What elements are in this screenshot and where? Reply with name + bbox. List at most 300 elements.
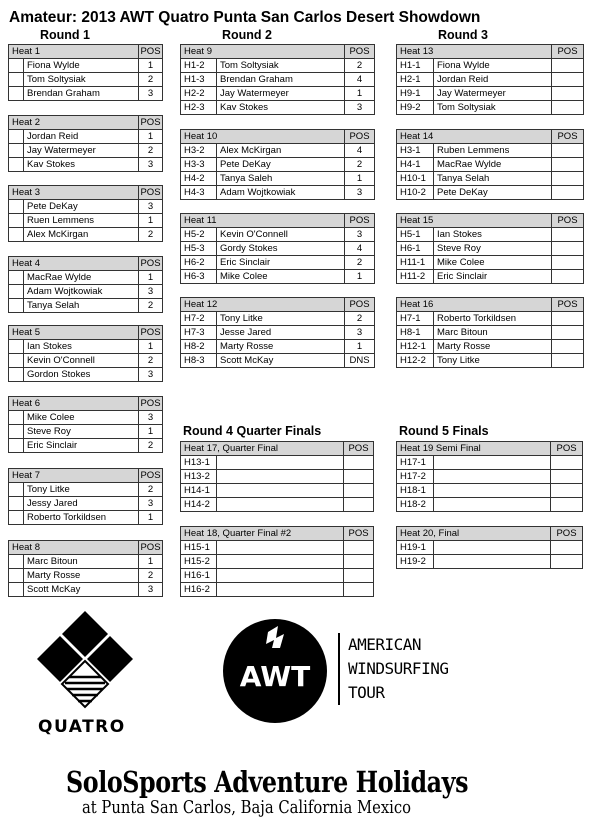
rider-name: Marty Rosse [217,340,345,354]
position: 1 [139,214,163,228]
pos-header: POS [552,45,584,59]
rider-name [217,498,344,512]
heat-header-row [9,45,163,59]
position [344,583,374,597]
heat-code [9,158,24,172]
heat-name: Heat 8 [9,541,139,555]
table-row [397,242,584,256]
heat-table [396,44,584,115]
table-row [9,497,163,511]
pos-header: POS [551,442,583,456]
rider-name: Ian Stokes [434,228,552,242]
heat-code: H15-2 [181,555,217,569]
heat-table [396,129,584,200]
position: 1 [345,270,375,284]
table-row [181,312,375,326]
rider-name: Steve Roy [24,425,139,439]
heat-name: Heat 20, Final [397,527,551,541]
rider-name [217,484,344,498]
pos-header: POS [140,397,161,409]
rider-name: Tony Litke [217,312,345,326]
heat-code [9,583,24,597]
heat-code [9,144,24,158]
heat-table [396,297,584,368]
table-row [397,326,584,340]
heat-table [8,468,163,525]
table-row [397,256,584,270]
heat-table [396,441,583,512]
table-row [397,555,583,569]
position: 1 [139,425,163,439]
rider-name: Eric Sinclair [217,256,345,270]
table-row [9,285,163,299]
table-row [397,158,584,172]
rider-name: MacRae Wylde [434,158,552,172]
rider-name: Tony Litke [434,354,552,368]
rider-name: Alex McKirgan [24,228,139,242]
rider-name: Gordon Stokes [24,368,139,382]
position: 3 [345,326,375,340]
heat-code [9,425,24,439]
heat-code: H11-2 [397,270,434,284]
table-row [397,73,584,87]
table-row [9,271,163,285]
position [552,256,584,270]
position [552,144,584,158]
position: 3 [139,285,163,299]
table-row [181,144,375,158]
rider-name: Adam Wojtkowiak [24,285,139,299]
table-row [181,583,374,597]
heat-name: Heat 4 [9,257,139,271]
rider-name: Gordy Stokes [217,242,345,256]
position: 2 [345,312,375,326]
rider-name: Marc Bitoun [434,326,552,340]
heat-name: Heat 7 [9,469,139,483]
page-title: Amateur: 2013 AWT Quatro Punta San Carlos Desert Showdown [9,9,481,26]
heat-code: H5-3 [181,242,217,256]
rider-name: Kav Stokes [24,158,139,172]
round-3-label: Round 3 [438,28,488,42]
position: 1 [139,130,163,144]
rider-name: Roberto Torkildsen [434,312,552,326]
rider-name: Tanya Selah [24,299,139,313]
rider-name: Kav Stokes [217,101,345,115]
rider-name: Ruben Lemmens [434,144,552,158]
table-row [397,456,583,470]
pos-header: POS [552,298,584,312]
awt-logo-icon [222,618,328,724]
heat-table [8,185,163,242]
position: 1 [139,59,163,73]
table-row [181,484,374,498]
rider-name: Tom Soltysiak [217,59,345,73]
table-row [397,172,584,186]
heat-code [9,59,24,73]
position [552,186,584,200]
heat-code: H1-2 [181,59,217,73]
heat-code [9,411,24,425]
position: 2 [345,158,375,172]
heat-header-row [181,214,375,228]
position [552,228,584,242]
solosports-subtitle: at Punta San Carlos, Baja California Mexico [82,797,412,818]
pos-header: POS [140,541,161,553]
round-1-label: Round 1 [40,28,90,42]
table-row [181,172,375,186]
heat-table [8,115,163,172]
table-row [181,87,375,101]
heat-code [9,497,24,511]
heat-name: Heat 16 [397,298,552,312]
table-row [9,299,163,313]
awt-line-2: WINDSURFING [348,659,449,678]
pos-header: POS [140,469,161,481]
pos-header: POS [344,527,374,541]
heat-code: H16-2 [181,583,217,597]
heat-name: Heat 17, Quarter Final [181,442,344,456]
position: 3 [139,583,163,597]
heat-header-row [397,45,584,59]
position: 3 [139,158,163,172]
heat-header-row [397,442,583,456]
heat-code [9,439,24,453]
table-row [397,340,584,354]
position [552,270,584,284]
position: DNS [345,354,375,368]
table-row [9,59,163,73]
position [551,541,583,555]
position [551,498,583,512]
round-2-label: Round 2 [222,28,272,42]
position: 3 [345,186,375,200]
rider-name: Mike Colee [217,270,345,284]
quatro-wordmark: QUATRO [38,717,126,737]
rider-name: Roberto Torkildsen [24,511,139,525]
heat-table [180,213,375,284]
rider-name: Ian Stokes [24,340,139,354]
position: 3 [139,411,163,425]
heat-code [9,340,24,354]
table-row [397,484,583,498]
heat-code: H7-2 [181,312,217,326]
position: 3 [139,497,163,511]
rider-name: Scott McKay [217,354,345,368]
position: 2 [139,483,163,497]
heat-header-row [9,397,163,411]
heat-code: H3-1 [397,144,434,158]
rider-name: Mike Colee [434,256,552,270]
heat-header-row [397,298,584,312]
heat-code: H2-1 [397,73,434,87]
heat-code [9,569,24,583]
position [344,484,374,498]
table-row [9,200,163,214]
heat-code: H14-1 [181,484,217,498]
heat-code: H2-2 [181,87,217,101]
rider-name: MacRae Wylde [24,271,139,285]
round-5-label: Round 5 Finals [399,424,489,438]
pos-header: POS [552,130,584,144]
pos-header: POS [345,45,375,59]
heat-table [180,129,375,200]
position [551,470,583,484]
table-row [181,158,375,172]
heat-name: Heat 15 [397,214,552,228]
pos-header: POS [345,130,375,144]
position: 4 [345,242,375,256]
position [551,484,583,498]
table-row [397,228,584,242]
heat-code: H13-2 [181,470,217,484]
heat-code: H7-1 [397,312,434,326]
heat-header-row [397,214,584,228]
table-row [9,483,163,497]
heat-code [9,285,24,299]
heat-name: Heat 12 [181,298,345,312]
heat-code: H17-1 [397,456,434,470]
rider-name: Jay Watermeyer [434,87,552,101]
position [551,456,583,470]
rider-name [434,470,551,484]
table-row [9,439,163,453]
heat-code: H14-2 [181,498,217,512]
heat-header-row [181,442,374,456]
table-row [9,214,163,228]
rider-name: Tom Soltysiak [434,101,552,115]
rider-name [217,470,344,484]
pos-header: POS [344,442,374,456]
rider-name: Pete DeKay [217,158,345,172]
table-row [181,228,375,242]
heat-code [9,483,24,497]
rider-name: Tanya Selah [434,172,552,186]
heat-code: H4-3 [181,186,217,200]
heat-table [8,396,163,453]
position: 2 [139,354,163,368]
position: 2 [139,439,163,453]
rider-name [434,541,551,555]
table-row [181,456,374,470]
heat-header-row [181,527,374,541]
heat-table [396,526,583,569]
heat-code: H9-2 [397,101,434,115]
heat-code: H12-2 [397,354,434,368]
table-row [397,541,583,555]
heat-code: H3-3 [181,158,217,172]
table-row [9,144,163,158]
table-row [181,73,375,87]
rider-name: Fiona Wylde [434,59,552,73]
heat-table [180,297,375,368]
table-row [397,470,583,484]
heat-code: H5-1 [397,228,434,242]
position [552,59,584,73]
table-row [397,270,584,284]
table-row [9,511,163,525]
awt-mark-text: AWT [239,660,311,693]
position: 1 [139,271,163,285]
rider-name [434,484,551,498]
rider-name: Steve Roy [434,242,552,256]
heat-name: Heat 9 [181,45,345,59]
rider-name: Jordan Reid [434,73,552,87]
pos-header: POS [551,527,583,541]
heat-name: Heat 6 [9,397,139,411]
table-row [9,228,163,242]
heat-code: H18-1 [397,484,434,498]
heat-code: H17-2 [397,470,434,484]
heat-table [180,526,374,597]
heat-table [8,256,163,313]
pos-header: POS [140,257,161,269]
position: 3 [139,368,163,382]
heat-code: H1-3 [181,73,217,87]
rider-name: Jesse Jared [217,326,345,340]
heat-code: H13-1 [181,456,217,470]
heat-code: H4-2 [181,172,217,186]
position: 1 [139,511,163,525]
rider-name [217,456,344,470]
position: 2 [345,256,375,270]
heat-name: Heat 5 [9,326,139,340]
pos-header: POS [345,214,375,228]
table-row [397,144,584,158]
position [552,354,584,368]
table-row [181,498,374,512]
heat-name: Heat 19 Semi Final [397,442,551,456]
heat-code: H11-1 [397,256,434,270]
position: 2 [345,59,375,73]
position: 3 [139,87,163,101]
position: 2 [139,569,163,583]
position [552,326,584,340]
heat-header-row [181,298,375,312]
heat-name: Heat 2 [9,116,139,130]
rider-name: Brendan Graham [24,87,139,101]
table-row [181,541,374,555]
position: 3 [139,200,163,214]
heat-code: H1-1 [397,59,434,73]
solosports-title: SoloSports Adventure Holidays [66,765,469,799]
rider-name: Kevin O'Connell [24,354,139,368]
rider-name: Ruen Lemmens [24,214,139,228]
heat-header-row [9,541,163,555]
position: 2 [139,144,163,158]
heat-code: H19-1 [397,541,434,555]
table-row [181,256,375,270]
heat-name: Heat 18, Quarter Final #2 [181,527,344,541]
table-row [9,555,163,569]
heat-code [9,511,24,525]
table-row [397,312,584,326]
heat-table [8,44,163,101]
awt-text [348,633,448,705]
heat-code: H8-1 [397,326,434,340]
heat-code [9,228,24,242]
heat-header-row [9,186,163,200]
table-row [397,498,583,512]
position [552,158,584,172]
heat-code: H6-2 [181,256,217,270]
position [551,555,583,569]
heat-table [180,441,374,512]
table-row [9,368,163,382]
table-row [181,326,375,340]
table-row [181,340,375,354]
rider-name: Eric Sinclair [24,439,139,453]
heat-table [396,213,584,284]
heat-code [9,555,24,569]
table-row [9,87,163,101]
position: 1 [139,555,163,569]
heat-name: Heat 13 [397,45,552,59]
rider-name [434,498,551,512]
rider-name: Brendan Graham [217,73,345,87]
position [344,555,374,569]
heat-code: H3-2 [181,144,217,158]
position: 1 [345,172,375,186]
heat-code: H16-1 [181,569,217,583]
position [552,172,584,186]
rider-name: Marty Rosse [434,340,552,354]
rider-name: Jordan Reid [24,130,139,144]
heat-header-row [9,257,163,271]
rider-name [217,541,344,555]
heat-code: H8-2 [181,340,217,354]
rider-name: Tom Soltysiak [24,73,139,87]
position: 2 [139,228,163,242]
table-row [181,270,375,284]
position [344,456,374,470]
heat-header-row [9,469,163,483]
quatro-logo-icon [37,607,133,717]
heat-name: Heat 1 [9,45,139,59]
heat-code: H18-2 [397,498,434,512]
heat-table [8,540,163,597]
heat-code: H15-1 [181,541,217,555]
rider-name: Kevin O'Connell [217,228,345,242]
position [344,541,374,555]
pos-header: POS [140,186,161,198]
table-row [9,569,163,583]
table-row [9,158,163,172]
position [552,242,584,256]
rider-name: Eric Sinclair [434,270,552,284]
heat-code: H2-3 [181,101,217,115]
rider-name: Tanya Saleh [217,172,345,186]
table-row [397,186,584,200]
heat-code [9,354,24,368]
position: 1 [139,340,163,354]
table-row [9,425,163,439]
heat-code: H6-3 [181,270,217,284]
rider-name: Marc Bitoun [24,555,139,569]
position [552,87,584,101]
heat-name: Heat 10 [181,130,345,144]
awt-line-1: AMERICAN [348,635,422,654]
heat-code: H5-2 [181,228,217,242]
rider-name: Alex McKirgan [217,144,345,158]
table-row [9,583,163,597]
rider-name: Marty Rosse [24,569,139,583]
position: 2 [139,299,163,313]
table-row [397,354,584,368]
position [552,312,584,326]
heat-code [9,130,24,144]
position: 1 [345,340,375,354]
heat-code [9,87,24,101]
